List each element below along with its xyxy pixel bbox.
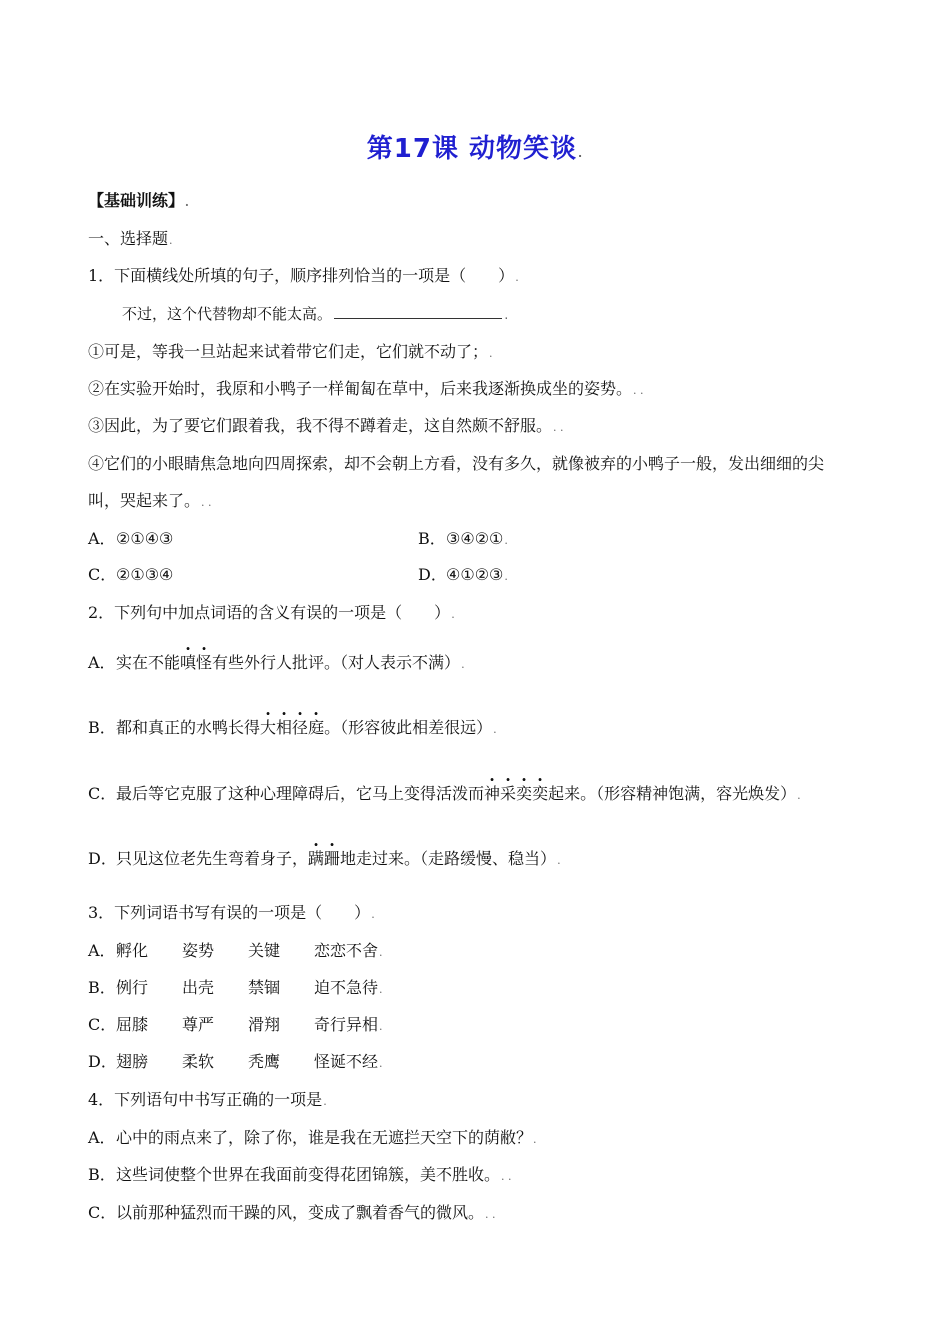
answer-blank <box>334 304 502 319</box>
q1-option-b[interactable]: B．③④②①. <box>418 529 508 548</box>
dotted-char: 嗔 <box>180 653 197 672</box>
dotted-char: 径 <box>292 718 309 737</box>
dotted-char: 奕 <box>516 784 533 803</box>
dotted-char: 蹒 <box>308 849 325 868</box>
q3-option-d[interactable]: D．翅膀 柔软 秃鹰 怪诞不经. <box>88 1052 383 1071</box>
q2-option-c[interactable]: C．最后等它克服了这种心理障碍后，它马上变得活泼而神采奕奕起来。（形容精神饱满，容光焕发）. <box>88 784 801 803</box>
part-one-heading: 一、选择题. <box>88 229 173 248</box>
dotted-word <box>308 848 340 870</box>
q1-stem: 1．下面横线处所填的句子，顺序排列恰当的一项是（ ）. <box>88 266 519 285</box>
dotted-char: 相 <box>276 718 293 737</box>
q2-stem: 2．下列句中加点词语的含义有误的一项是（ ）. <box>88 603 455 622</box>
dotted-char: 奕 <box>532 784 549 803</box>
q3-option-b[interactable]: B．例行 出壳 禁锢 迫不急待. <box>88 978 383 997</box>
q4-option-c[interactable]: C．以前那种猛烈而干躁的风，变成了飘着香气的微风。. . <box>88 1203 496 1222</box>
dotted-char: 庭 <box>308 718 325 737</box>
q3-stem: 3．下列词语书写有误的一项是（ ）. <box>88 903 375 922</box>
q1-option-d[interactable]: D．④①②③. <box>418 565 508 584</box>
dotted-char: 大 <box>260 718 277 737</box>
q3-option-c[interactable]: C．屈膝 尊严 滑翔 奇行异相. <box>88 1015 383 1034</box>
q4-option-a[interactable]: A．心中的雨点来了，除了你，谁是我在无遮拦天空下的荫敝？. <box>88 1128 537 1147</box>
q1-sentence: 不过，这个代替物却不能太高。 . <box>122 305 510 323</box>
section-header: 【基础训练】. <box>88 191 189 210</box>
dotted-char: 跚 <box>324 849 341 868</box>
dotted-word <box>180 652 212 674</box>
q2-option-b[interactable]: B．都和真正的水鸭长得大相径庭。（形容彼此相差很远）. <box>88 718 497 737</box>
q2-option-d[interactable]: D．只见这位老先生弯着身子，蹒跚地走过来。（走路缓慢、稳当）. <box>88 849 561 868</box>
q1-item-1: ①可是，等我一旦站起来试着带它们走，它们就不动了；. <box>88 342 493 361</box>
q1-option-a[interactable]: A．②①④③ <box>88 529 174 548</box>
dotted-word <box>260 717 324 739</box>
q2-option-a[interactable]: A．实在不能嗔怪有些外行人批评。（对人表示不满）. <box>88 653 465 672</box>
dotted-char: 怪 <box>196 653 213 672</box>
q3-option-a[interactable]: A．孵化 姿势 关键 恋恋不舍. <box>88 941 383 960</box>
dotted-char: 神 <box>484 784 501 803</box>
lesson-title: 第17课 动物笑谈. <box>366 134 584 164</box>
q4-option-b[interactable]: B．这些词使整个世界在我面前变得花团锦簇，美不胜收。. . <box>88 1165 512 1184</box>
dotted-char: 采 <box>500 784 517 803</box>
dotted-word <box>484 783 548 805</box>
q1-item-3: ③因此，为了要它们跟着我，我不得不蹲着走，这自然颇不舒服。. . <box>88 416 564 435</box>
q1-item-2: ②在实验开始时，我原和小鸭子一样匍匐在草中，后来我逐渐换成坐的姿势。. . <box>88 379 644 398</box>
q1-item-4: ④它们的小眼睛焦急地向四周探索，却不会朝上方看，没有多久，就像被弃的小鸭子一般，发出细细的尖 <box>88 454 825 473</box>
q1-item-4-cont: 叫，哭起来了。. . <box>88 491 212 510</box>
q1-option-c[interactable]: C．②①③④ <box>88 565 174 584</box>
q4-stem: 4．下列语句中书写正确的一项是. <box>88 1090 327 1109</box>
